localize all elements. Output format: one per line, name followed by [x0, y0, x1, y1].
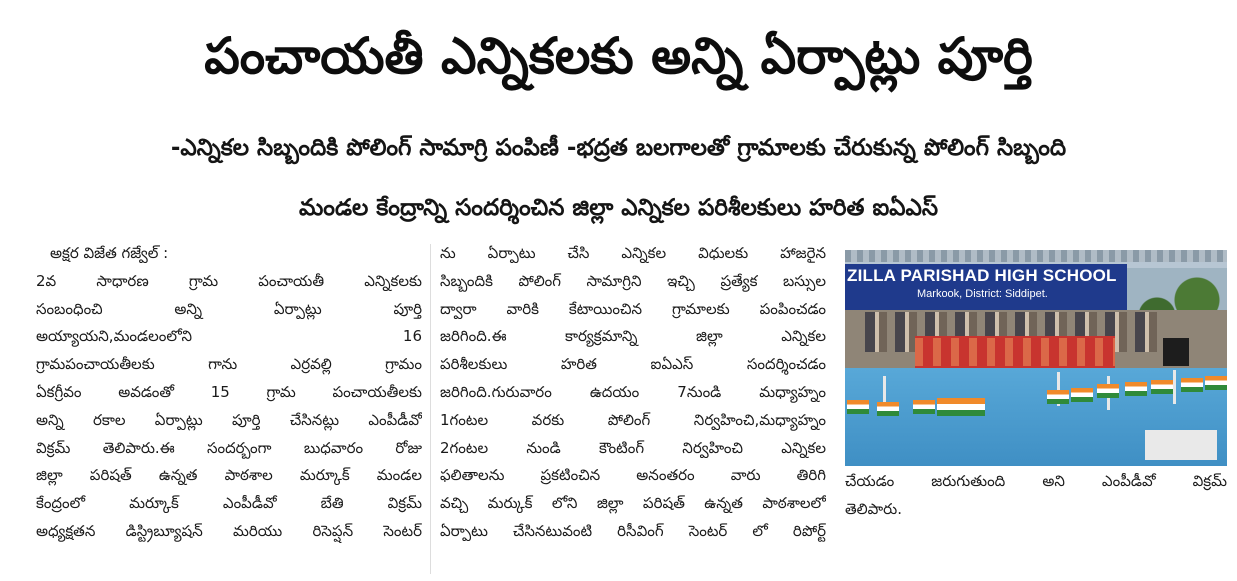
subheadline-1: -ఎన్నికల సిబ్బందికి పోలింగ్ సామాగ్రి పంపిణీ -భద్రత బలగాలతో గ్రామాలకు చేరుకున్న పోలింగ్ సిబ్బంది	[170, 135, 1067, 161]
byline: అక్షర విజేత గజ్వేల్ :	[50, 244, 169, 262]
subheadline-2: మండల కేంద్రాన్ని సందర్శించిన జిల్లా ఎన్నికల పరిశీలకులు హరిత ఐఏఎస్	[298, 195, 939, 221]
article-line: 2గంటల నుండి కౌంటింగ్ నిర్వహించి ఎన్నికల	[440, 438, 826, 457]
article-line: అయ్యాయని,మండలంలోని 16	[36, 327, 422, 346]
photo-caption-line	[845, 496, 1227, 524]
photo-speaker	[1163, 338, 1189, 366]
photo-ballot-box	[1125, 382, 1147, 396]
article-line: ద్వారా వారికి కేటాయించిన గ్రామాలకు పంపించడం	[440, 299, 826, 318]
photo-ballot-box	[1071, 388, 1093, 402]
photo-ballot-box	[877, 402, 899, 416]
article-line: జరిగింది.ఈ కార్యక్రమాన్ని జిల్లా ఎన్నికల	[440, 327, 826, 346]
article-line: గ్రామపంచాయతీలకు గాను ఎర్రవల్లి గ్రామం	[36, 355, 422, 374]
article-line: ఫలితాలను ప్రకటించిన అనంతరం వారు తిరిగి	[440, 466, 826, 485]
article-column-1	[36, 240, 422, 546]
article-line: విక్రమ్ తెలిపారు.ఈ సందర్బంగా బుధవారం రోజు	[36, 438, 422, 457]
headline: పంచాయతీ ఎన్నికలకు అన్ని ఏర్పాట్లు పూర్తి	[204, 27, 1033, 85]
article-line: జరిగింది.గురువారం ఉదయం 7నుండి మధ్యాహ్నం	[440, 382, 826, 401]
article-line: వచ్చి మర్కుక్ లోని జిల్లా పరిషత్ ఉన్నత పాఠశాలలో	[440, 494, 826, 513]
article-line: 2వ సాధారణ గ్రామ పంచాయతీ ఎన్నికలకు	[36, 271, 422, 290]
article-line: ను ఏర్పాటు చేసి ఎన్నికల విధులకు హాజరైన	[440, 244, 826, 262]
photo-ballot-box	[847, 400, 869, 414]
news-photo	[845, 250, 1227, 466]
article-line: పరిశీలకులు హరిత ఐఏఎస్ సందర్శించడం	[440, 355, 826, 374]
article-line: 1గంటల వరకు పోలింగ్ నిర్వహించి,మధ్యాహ్నం	[440, 410, 826, 429]
photo-ballot-box	[1097, 384, 1119, 398]
photo-roof	[845, 250, 1227, 262]
photo-ballot-box	[1181, 378, 1203, 392]
photo-ballot-box	[1205, 376, 1227, 390]
photo-ballot-box	[937, 398, 985, 416]
article-line: జిల్లా పరిషత్ ఉన్నత పాఠశాల మర్కూక్ మండల	[36, 466, 422, 485]
photo-ballot-box	[1047, 390, 1069, 404]
school-banner-title: ZILLA PARISHAD HIGH SCHOOL	[847, 266, 1117, 285]
photo-ballot-box	[913, 400, 935, 414]
article-line: ఏర్పాటు చేసినటువంటి రిసీవింగ్ సెంటర్ లో రిపోర్ట్	[440, 521, 826, 540]
article-line: అన్ని రకాల ఏర్పాట్లు పూర్తి చేసినట్లు ఎంపీడీవో	[36, 410, 422, 429]
photo-slab	[1145, 430, 1217, 460]
article-line: అధ్యక్షతన డిస్ట్రిబ్యూషన్ మరియు రిసెప్షన్ సెంటర్	[36, 521, 422, 540]
article-line: చేయడం జరుగుతుంది అని ఎంపీడీవో విక్రమ్	[845, 472, 1227, 490]
article-line: సిబ్బందికి పోలింగ్ సామాగ్రిని ఇచ్చి ప్రత్యేక బస్సుల	[440, 271, 826, 290]
photo-pole	[1173, 370, 1176, 404]
article-line: సంబంధించి అన్ని ఏర్పాట్లు పూర్తి	[36, 299, 422, 318]
column-divider	[430, 244, 431, 574]
photo-ballot-box	[1151, 380, 1173, 394]
school-banner-subtitle: Markook, District: Siddipet.	[917, 288, 1048, 300]
article-line: తెలిపారు.	[845, 500, 902, 518]
article-column-2	[440, 240, 826, 546]
photo-table-pattern	[915, 338, 1115, 366]
article-line: కేంద్రంలో మర్కూక్ ఎంపీడీవో బేతి విక్రమ్	[36, 494, 422, 513]
photo-caption-line	[845, 468, 1227, 496]
article-line: ఏకగ్రీవం అవడంతో 15 గ్రామ పంచాయతీలకు	[36, 382, 422, 401]
